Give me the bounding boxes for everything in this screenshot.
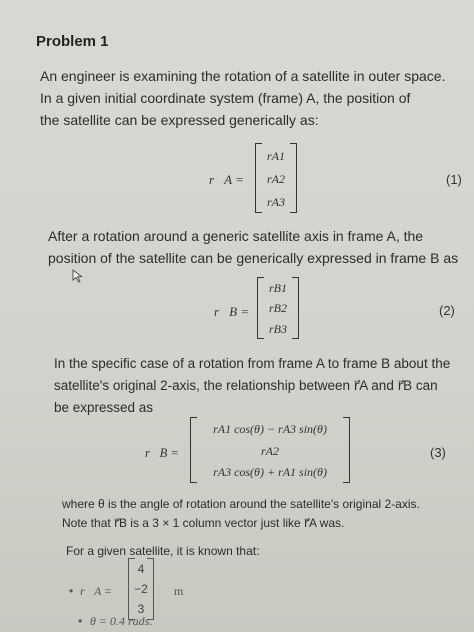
after-rotation-line-2: position of the satellite can be generically expressed in frame B as xyxy=(48,250,459,266)
specific-line-3: be expressed as xyxy=(54,400,154,415)
intro-line-1: An engineer is examining the rotation of a satellite in outer space. xyxy=(40,68,446,84)
eq3-entry-2: rA2 xyxy=(261,444,279,458)
given-theta: θ = 0.4 rads. xyxy=(90,614,153,628)
specific-line-1: In the specific case of a rotation from frame A to frame B about the xyxy=(54,356,451,371)
eq3-entry-3: rA3 cos(θ) + rA1 sin(θ) xyxy=(213,465,327,479)
after-rotation-line-1: After a rotation around a generic satellite axis in frame A, the xyxy=(48,228,424,244)
specific-line-2: satellite's original 2-axis, the relationship between r⃗A and r⃗B can xyxy=(54,378,438,393)
eq2-entry-3: rB3 xyxy=(269,322,287,336)
given-ra-value-1: 4 xyxy=(137,562,145,576)
intro-line-2: In a given initial coordinate system (frame) A, the position of xyxy=(40,90,411,106)
intro-line-3: the satellite can be expressed generically as: xyxy=(40,112,319,128)
eq3-matrix xyxy=(190,417,350,483)
eq2-entry-1: rB1 xyxy=(269,281,287,295)
eq1-entry-2: rA2 xyxy=(267,172,285,186)
eq2-entry-2: rB2 xyxy=(269,301,287,315)
eq1-number: (1) xyxy=(446,172,462,187)
given-ra-lhs: r⃗A = xyxy=(80,584,113,598)
eq1-matrix xyxy=(255,143,297,213)
eq3-number: (3) xyxy=(430,445,446,460)
problem-title: Problem 1 xyxy=(36,33,109,50)
given-ra-matrix xyxy=(128,558,154,620)
eq3-entry-1: rA1 cos(θ) − rA3 sin(θ) xyxy=(213,422,327,436)
mouse-cursor-icon xyxy=(72,269,84,283)
bullet-1: • xyxy=(69,584,74,598)
given-intro: For a given satellite, it is known that: xyxy=(66,544,260,558)
eq3-lhs: r⃗B = xyxy=(145,446,179,460)
given-ra-unit: m xyxy=(174,584,184,598)
where-line-1: where θ is the angle of rotation around the satellite's original 2-axis. xyxy=(62,497,420,511)
eq2-number: (2) xyxy=(439,303,455,318)
given-ra-value-2: −2 xyxy=(134,582,148,596)
eq2-matrix xyxy=(257,277,299,339)
eq1-lhs: r⃗A = xyxy=(209,172,244,187)
eq2-lhs: r⃗B = xyxy=(214,304,250,319)
eq1-entry-1: rA1 xyxy=(267,149,285,163)
bullet-2: • xyxy=(78,614,83,628)
where-line-2: Note that r⃗B is a 3 × 1 column vector just like r⃗A was. xyxy=(62,516,345,530)
given-ra-value-3: 3 xyxy=(137,602,145,616)
eq1-entry-3: rA3 xyxy=(267,195,285,209)
